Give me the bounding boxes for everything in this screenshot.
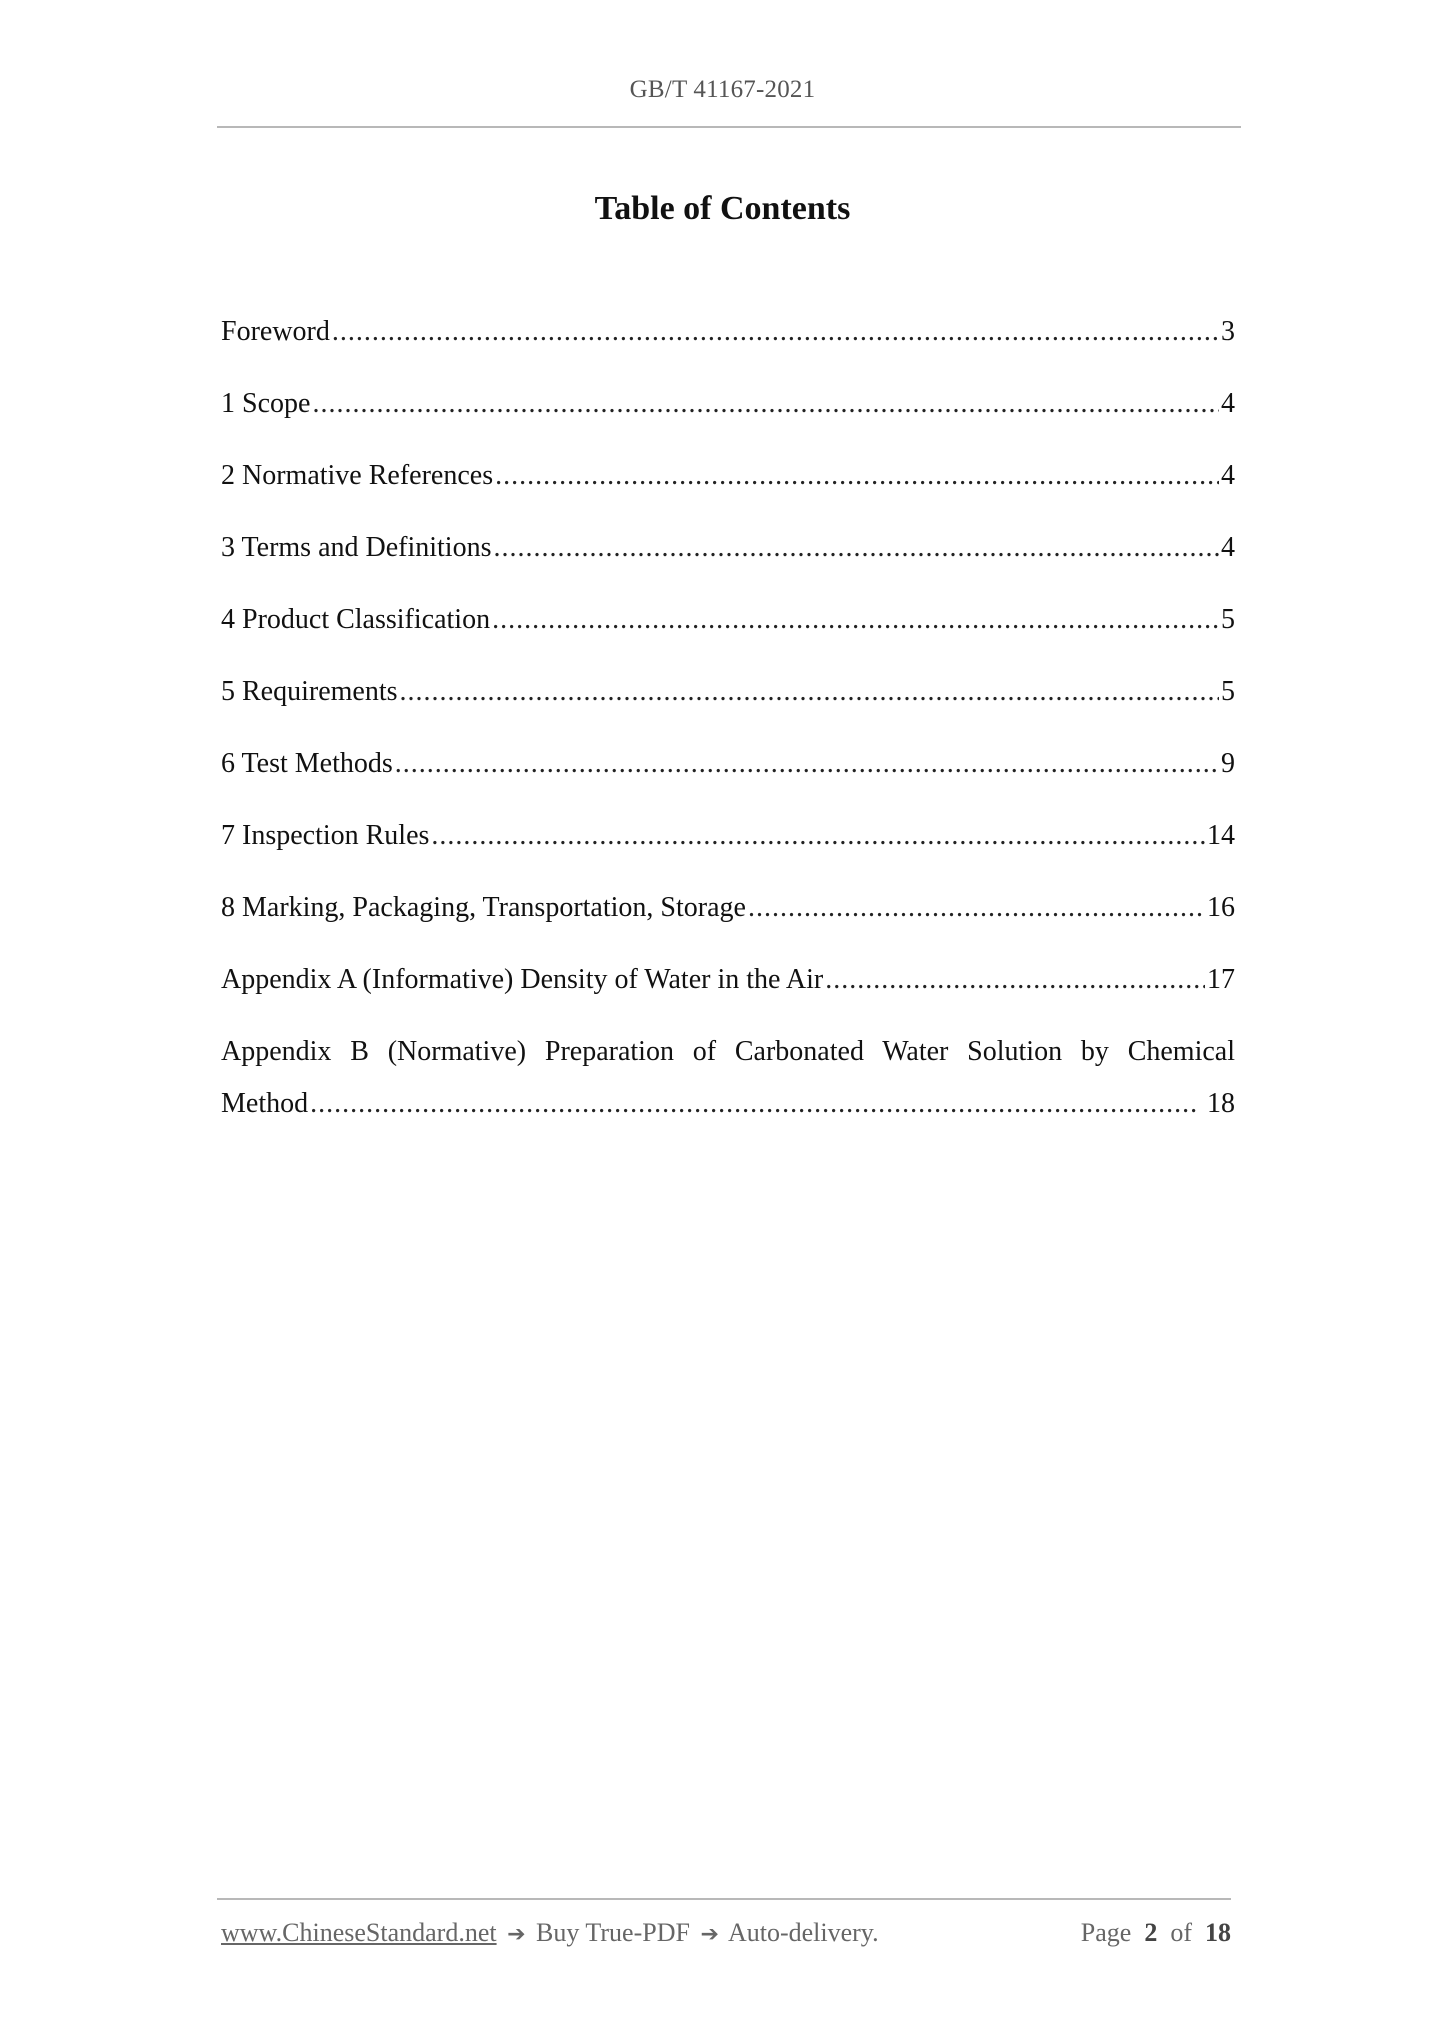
toc-entry-title: 3 Terms and Definitions <box>221 532 492 563</box>
toc-entry-page: 5 <box>1221 604 1235 635</box>
toc-entry-appendix-a[interactable] <box>221 957 1235 1029</box>
toc-entry-page: 5 <box>1221 676 1235 707</box>
toc-entry-title: 4 Product Classification <box>221 604 491 635</box>
toc-entry-inspection-rules[interactable] <box>221 813 1235 885</box>
toc-leader-dots <box>748 885 1205 931</box>
page-label: Page <box>1080 1918 1132 1947</box>
page-total: 18 <box>1205 1918 1231 1947</box>
toc-entry-page-number: 18 <box>1207 1088 1235 1119</box>
page-current: 2 <box>1144 1918 1158 1947</box>
toc-entry-page: 4 <box>1221 388 1235 419</box>
toc-entry-title: Foreword <box>221 316 330 347</box>
toc-leader-dots <box>825 957 1205 1003</box>
toc-entry-title: 1 Scope <box>221 388 311 419</box>
toc-entry-scope[interactable] <box>221 381 1235 453</box>
toc-leader-dots <box>332 309 1219 355</box>
toc-entry-page: 4 <box>1221 460 1235 491</box>
toc-entry-terms-definitions[interactable] <box>221 525 1235 597</box>
of-label: of <box>1170 1918 1192 1947</box>
chinesestandard-link[interactable]: www.ChineseStandard.net <box>221 1918 497 1947</box>
buy-true-pdf-text: Buy True-PDF <box>536 1918 690 1947</box>
toc-entry-page: 17 <box>1207 964 1235 995</box>
header-divider <box>217 126 1241 128</box>
toc-leader-dots <box>495 453 1219 499</box>
toc-leader-dots <box>492 597 1219 643</box>
toc-entry-page: 9 <box>1221 748 1235 779</box>
toc-entry-normative-references[interactable] <box>221 453 1235 525</box>
toc-entry-appendix-b[interactable] <box>221 1029 1235 1133</box>
toc-entry-page: 4 <box>1221 532 1235 563</box>
toc-entry-title-line1: Appendix B (Normative) Preparation of Carbonated Water Solution by Chemical <box>221 1036 1235 1067</box>
toc-entry-product-classification[interactable] <box>221 597 1235 669</box>
toc-leader-dots <box>310 1075 1198 1133</box>
page-header-standard-code: GB/T 41167-2021 <box>629 76 816 103</box>
toc-entry-requirements[interactable] <box>221 669 1235 741</box>
page-counter <box>1081 1918 1231 1948</box>
toc-entry-test-methods[interactable] <box>221 741 1235 813</box>
toc-leader-dots <box>493 525 1219 571</box>
arrow-right-icon: ➔ <box>700 1922 719 1947</box>
toc-entry-marking-packaging[interactable] <box>221 885 1235 957</box>
toc-entry-page: 16 <box>1207 892 1235 923</box>
toc-leader-dots <box>431 813 1205 859</box>
toc-entry-foreword[interactable] <box>221 309 1235 381</box>
toc-entry-page: 14 <box>1207 820 1235 851</box>
toc-entry-page <box>1200 1075 1235 1133</box>
auto-delivery-text: Auto-delivery. <box>727 1918 879 1947</box>
toc-leader-dots <box>395 741 1219 787</box>
toc-title: Table of Contents <box>594 190 851 227</box>
toc-entry-title: Appendix A (Informative) Density of Water in the Air <box>221 964 824 995</box>
toc-leader-dots <box>312 381 1219 427</box>
toc-entry-page: 3 <box>1221 316 1235 347</box>
toc-leader-dots <box>400 669 1219 715</box>
arrow-right-icon: ➔ <box>507 1922 526 1947</box>
toc-entry-title: 6 Test Methods <box>221 748 393 779</box>
toc-entry-title: 5 Requirements <box>221 676 398 707</box>
toc-entry-title: 8 Marking, Packaging, Transportation, Storage <box>221 892 746 923</box>
toc-entry-title: 7 Inspection Rules <box>221 820 430 851</box>
footer-divider <box>217 1898 1231 1900</box>
toc-entry-title-line2: Method <box>221 1088 309 1119</box>
toc-list <box>221 309 1235 1133</box>
toc-entry-title: 2 Normative References <box>221 460 494 491</box>
